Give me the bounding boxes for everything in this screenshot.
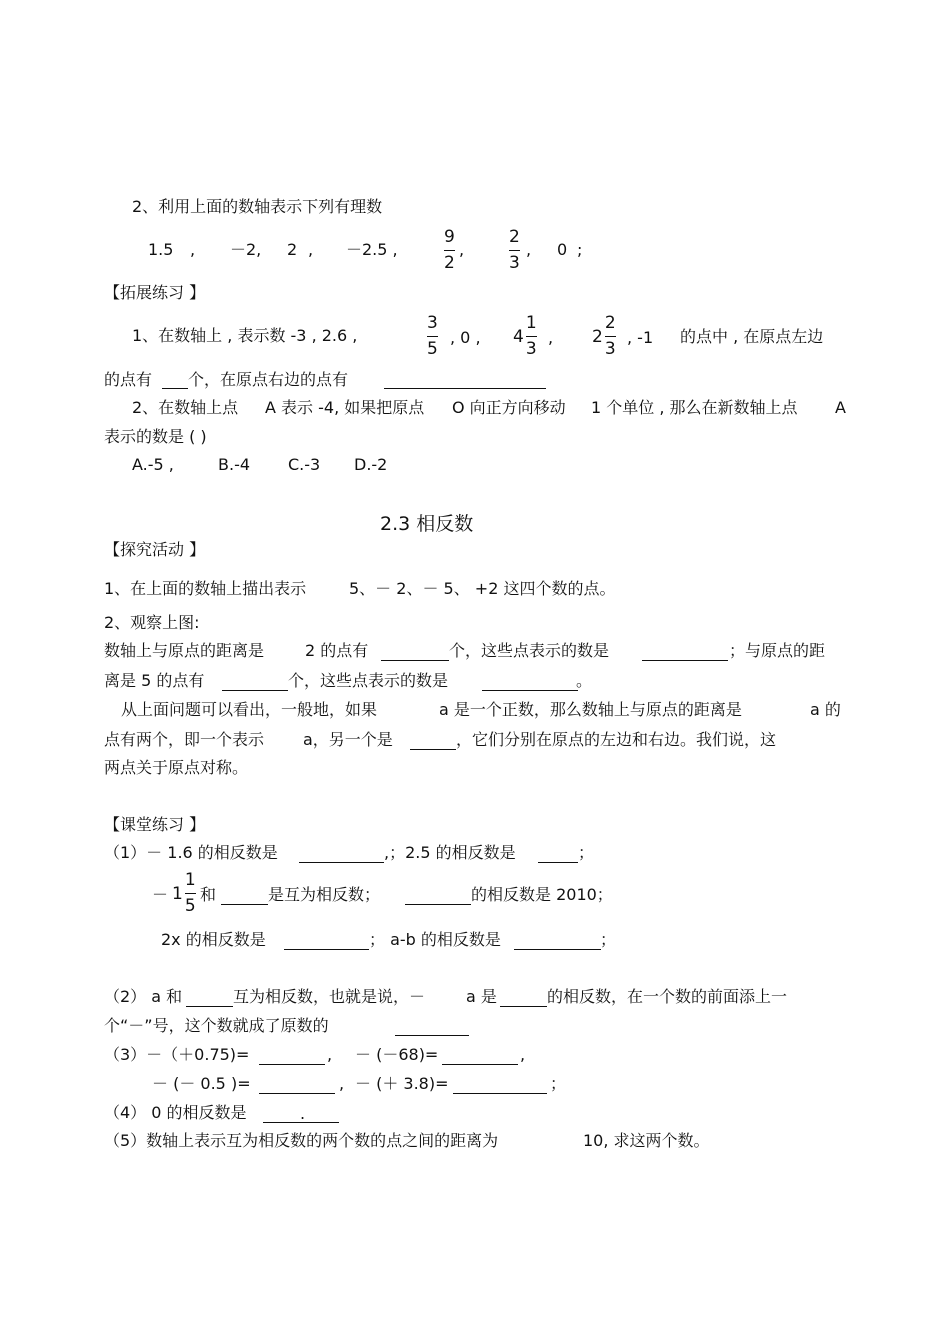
- ex2-semicolon: ;: [577, 240, 583, 259]
- mixed-number-1-1-5: [172, 870, 196, 917]
- tz1-text: 的点中 , 在原点左边: [680, 327, 824, 346]
- answer-blank[interactable]: [284, 949, 369, 950]
- kt5-text: 10, 求这两个数。: [583, 1131, 710, 1150]
- extension-practice-header: 【拓展练习 】: [104, 283, 206, 302]
- tj3-line2-text: ，它们分别在原点的左边和右边。我们说，这: [456, 730, 777, 749]
- answer-blank[interactable]: [222, 690, 288, 691]
- tj3-line1-text: 从上面问题可以看出，一般地，如果: [121, 700, 378, 719]
- tj2-line1-text: ；与原点的距: [729, 641, 826, 660]
- fraction-numerator: 2: [604, 313, 616, 333]
- section-title: 2.3 相反数: [380, 513, 474, 535]
- fraction-bar: [526, 336, 537, 337]
- answer-blank[interactable]: [259, 1064, 325, 1065]
- tj3-line1-text: a 的: [810, 700, 841, 719]
- kt1-minus: －: [152, 885, 169, 904]
- exercise-2-header: 2、利用上面的数轴表示下列有理数: [132, 197, 383, 216]
- option-b: B.-4: [218, 455, 251, 474]
- option-a: A.-5 ,: [132, 455, 174, 474]
- ex2-num: 1.5: [148, 240, 174, 259]
- answer-blank[interactable]: [642, 660, 728, 661]
- fraction-numerator: 9: [444, 227, 455, 247]
- fraction-9-2: [444, 227, 455, 274]
- kt2-text: （2） a 和: [104, 987, 183, 1006]
- fraction-denominator: 3: [509, 253, 520, 273]
- fraction-bar: [427, 336, 438, 337]
- kt3-line2-text: － (－ 0.5 )=: [152, 1074, 251, 1093]
- kt3-text: － (－68)=: [355, 1045, 439, 1064]
- tz2-text: A 表示 -4, 如果把原点: [265, 398, 425, 417]
- ex2-num: 0: [557, 240, 568, 259]
- fraction-denominator: 3: [604, 339, 616, 359]
- ex2-comma: ,: [459, 240, 465, 259]
- kt1-text: ,；2.5 的相反数是: [384, 843, 516, 862]
- kt4-dot: .: [300, 1104, 306, 1123]
- answer-blank[interactable]: [384, 388, 546, 389]
- fraction-denominator: 3: [525, 339, 537, 359]
- answer-blank[interactable]: [162, 388, 188, 389]
- answer-blank[interactable]: [482, 690, 578, 691]
- ex2-num: 2: [287, 240, 298, 259]
- answer-blank[interactable]: [410, 749, 456, 750]
- kt3-comma: ,: [520, 1045, 526, 1064]
- kt1-line3-text: ；: [600, 930, 617, 949]
- kt5-text: （5）数轴上表示互为相反数的两个数的点之间的距离为: [104, 1131, 499, 1150]
- tj3-line3-text: 两点关于原点对称。: [104, 758, 249, 777]
- kt3-semicolon: ；: [550, 1074, 567, 1093]
- fraction-bar: [444, 250, 455, 251]
- tj2-line2-text: 个，这些点表示的数是: [288, 671, 449, 690]
- tj2-line1-text: 2 的点有: [305, 641, 369, 660]
- answer-blank[interactable]: [259, 1093, 335, 1094]
- answer-blank[interactable]: [442, 1064, 518, 1065]
- answer-blank[interactable]: [186, 1006, 233, 1007]
- ex2-num: －2,: [230, 240, 262, 259]
- answer-blank[interactable]: [500, 1006, 547, 1007]
- kt3-line2-text: － (＋ 3.8)=: [355, 1074, 449, 1093]
- fraction-numerator: 1: [525, 313, 537, 333]
- ex2-comma: ,: [526, 240, 532, 259]
- answer-blank[interactable]: [453, 1093, 547, 1094]
- tj2-line1-text: 数轴上与原点的距离是: [104, 641, 265, 660]
- answer-blank[interactable]: [381, 660, 449, 661]
- kt2-text: a 是: [466, 987, 497, 1006]
- tz1-text: 1、在数轴上 , 表示数 -3 , 2.6 ,: [132, 326, 358, 345]
- tz2-text: 1 个单位 , 那么在新数轴上点: [591, 398, 798, 417]
- kt1-line2-text: 和: [200, 885, 217, 904]
- kt1-line3-text: ； a-b 的相反数是: [369, 930, 501, 949]
- kt1-text: ；: [578, 843, 595, 862]
- tz2-line2: 表示的数是 ( ): [104, 427, 207, 446]
- mixed-whole: 1: [172, 883, 183, 904]
- fraction-denominator: 2: [444, 253, 455, 273]
- answer-blank[interactable]: [299, 862, 384, 863]
- tz1-line2-text: 个，在原点右边的点有: [188, 370, 349, 389]
- tz2-text: O 向正方向移动: [452, 398, 566, 417]
- tz1-line2-text: 的点有: [104, 370, 153, 389]
- tj3-line2-text: a，另一个是: [303, 730, 393, 749]
- option-c: C.-3: [288, 455, 321, 474]
- fraction-numerator: 3: [427, 313, 438, 333]
- fraction-denominator: 5: [184, 896, 196, 916]
- tz1-text: , 0 ,: [450, 328, 481, 347]
- option-d: D.-2: [354, 455, 388, 474]
- answer-blank[interactable]: [395, 1035, 469, 1036]
- kt1-line2-text: 的相反数是 2010；: [471, 885, 613, 904]
- ex2-comma: ,: [190, 240, 196, 259]
- tz1-comma: ,: [548, 328, 554, 347]
- fraction-numerator: 2: [509, 227, 520, 247]
- fraction-bar: [509, 250, 520, 251]
- kt2-text: 互为相反数，也就是说，－: [233, 987, 426, 1006]
- kt2-line2-text: 个“－”号，这个数就成了原数的: [104, 1016, 329, 1035]
- tj2-line2-text: 。: [576, 671, 593, 690]
- tj1-text: 1、在上面的数轴上描出表示: [104, 579, 307, 598]
- answer-blank[interactable]: [405, 904, 471, 905]
- classroom-practice-header: 【课堂练习 】: [104, 815, 206, 834]
- tj3-line1-text: a 是一个正数，那么数轴上与原点的距离是: [439, 700, 742, 719]
- mixed-fraction: [526, 313, 537, 360]
- kt3-comma: ,: [327, 1045, 333, 1064]
- answer-blank[interactable]: [221, 904, 268, 905]
- fraction-numerator: 1: [184, 870, 196, 890]
- tz2-text: A: [835, 398, 846, 417]
- answer-blank[interactable]: [514, 949, 601, 950]
- answer-blank[interactable]: [538, 862, 578, 863]
- exploration-header: 【探究活动 】: [104, 540, 206, 559]
- tj2-text: 2、观察上图:: [104, 613, 200, 632]
- mixed-number-4-1-3: [513, 313, 537, 360]
- tz1-text: , -1: [627, 328, 654, 347]
- tj1-text: 5、－ 2、－ 5、 +2 这四个数的点。: [349, 579, 616, 598]
- kt1-line2-text: 是互为相反数；: [268, 885, 381, 904]
- kt3-text: （3）－（＋0.75)=: [104, 1045, 250, 1064]
- mixed-fraction: [605, 313, 616, 360]
- kt1-line3-text: 2x 的相反数是: [161, 930, 266, 949]
- mixed-fraction: [185, 870, 196, 917]
- fraction-denominator: 5: [427, 339, 438, 359]
- fraction-2-3: [509, 227, 520, 274]
- ex2-num: －2.5 ,: [346, 240, 398, 259]
- kt1-text: （1）－ 1.6 的相反数是: [104, 843, 278, 862]
- kt2-text: 的相反数，在一个数的前面添上一: [547, 987, 788, 1006]
- tj3-line2-text: 点有两个，即一个表示: [104, 730, 265, 749]
- tj2-line1-text: 个，这些点表示的数是: [449, 641, 610, 660]
- tz2-text: 2、在数轴上点: [132, 398, 239, 417]
- mixed-whole: 2: [592, 326, 603, 347]
- mixed-number-2-2-3: [592, 313, 616, 360]
- kt4-text: （4） 0 的相反数是: [104, 1103, 247, 1122]
- fraction-bar: [185, 893, 196, 894]
- mixed-whole: 4: [513, 326, 524, 347]
- kt3-comma: ,: [339, 1074, 345, 1093]
- fraction-bar: [605, 336, 616, 337]
- tj2-line2-text: 离是 5 的点有: [104, 671, 205, 690]
- fraction-3-5: [427, 313, 438, 360]
- ex2-comma: ,: [308, 240, 314, 259]
